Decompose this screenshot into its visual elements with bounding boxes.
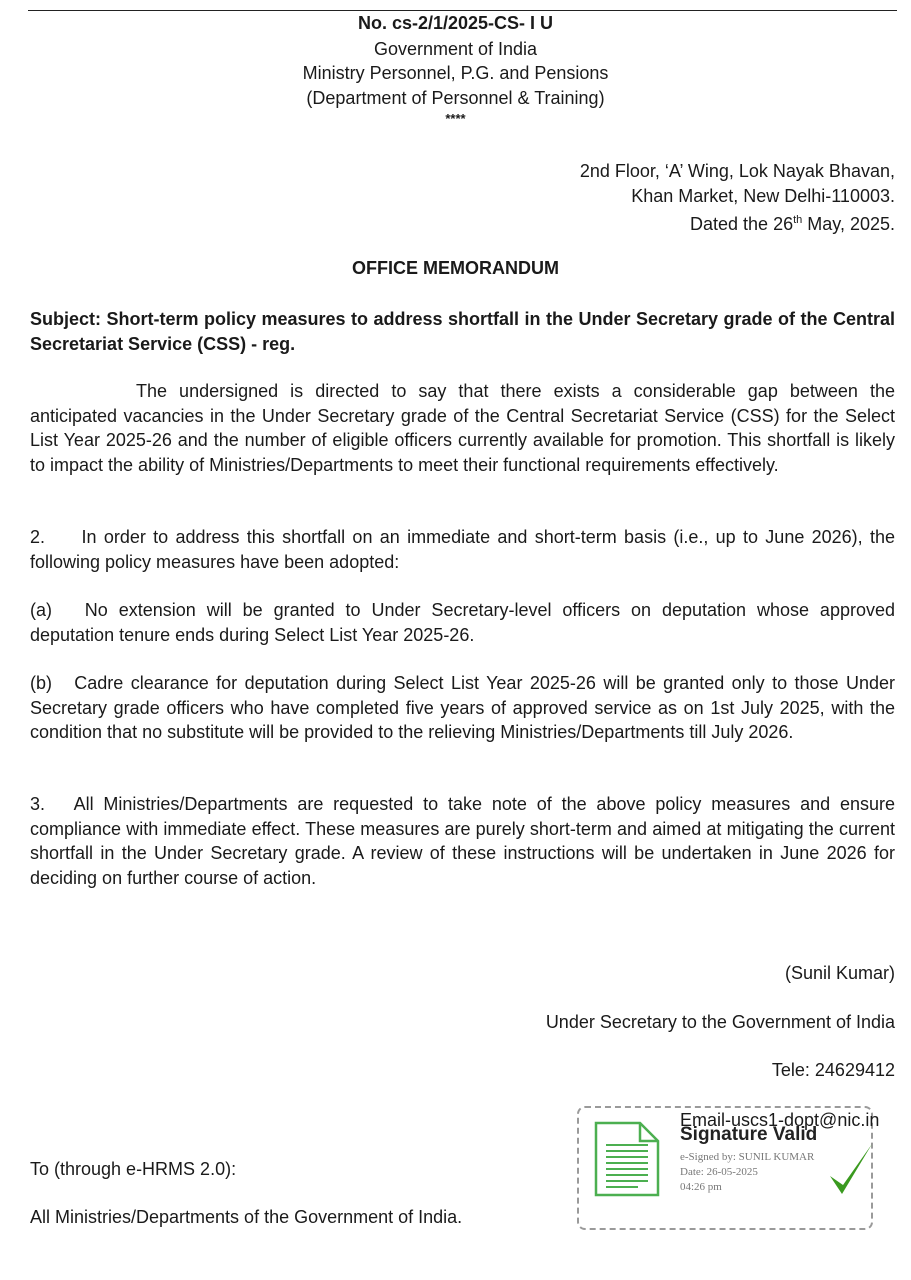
address-line-1: 2nd Floor, ‘A’ Wing, Lok Nayak Bhavan, [579,161,895,181]
document-number: No. cs-2/1/2025-CS- I U [357,13,554,33]
government-line: Government of India [373,39,538,59]
date-suffix: May, 2025. [802,214,895,234]
memo-title: OFFICE MEMORANDUM [352,258,559,278]
paragraph-a: (a) No extension will be granted to Under Secretary-level officers on deputation whose approved deputation tenure ends during Select List Year 2025-26. [30,600,895,645]
paragraph-3: 3. All Ministries/Departments are requested to take note of the above policy measures and ensure compliance with immediate effect. These measures are purely short-term and aimed at mitigating the current shortfall in the Under Secretary grade. A review of these instructions will be undertaken in June 2026 for deciding on further course of action. [30,794,895,888]
document-icon [594,1121,660,1197]
esign-date: Date: 26-05-2025 [680,1166,758,1178]
esign-details [680,1150,814,1195]
esign-signed-by: e-Signed by: SUNIL KUMAR [680,1151,815,1163]
separator-stars: **** [445,111,466,126]
ministry-line: Ministry Personnel, P.G. and Pensions [302,63,609,83]
date-prefix: Dated the 26 [690,214,794,234]
paragraph-1 [30,379,895,477]
signatory-designation: Under Secretary to the Government of India [545,1012,895,1032]
signatory-telephone: Tele: 24629412 [771,1060,895,1080]
top-rule [28,10,897,11]
signature-valid-label: Signature Valid [680,1124,818,1145]
date-superscript: th [793,214,803,226]
recipients-line: All Ministries/Departments of the Government of India. [30,1207,463,1227]
paragraph-b: (b) Cadre clearance for deputation during Select List Year 2025-26 will be granted only to those Under Secretary grade officers who have completed five years of approved service as on 1st July 2025, with the condition that no substitute will be provided to the relieving Ministries/Departments till July 2026. [30,673,895,742]
paragraph-2: 2. In order to address this shortfall on an immediate and short-term basis (i.e., up to June 2026), the following policy measures have been adopted: [30,527,895,572]
paragraph-1-text: The undersigned is directed to say that there exists a considerable gap between the anticipated vacancies in the Under Secretary grade of the Central Secretariat Service (CSS) for the Select List Year 2025-26 and the number of eligible officers currently available for promotion. This shortfall is likely to impact the ability of Ministries/Departments to meet their functional requirements effectively. [30,381,895,475]
signatory-email: Email-uscs1-dopt@nic.in [680,1110,880,1130]
department-line: (Department of Personnel & Training) [306,88,605,108]
to-line: To (through e-HRMS 2.0): [30,1159,237,1179]
address-line-2: Khan Market, New Delhi-110003. [631,186,895,206]
esign-time: 04:26 pm [680,1181,722,1193]
subject: Subject: Short-term policy measures to address shortfall in the Under Secretary grade of the Central Secretariat Service (CSS) - reg. [30,309,895,354]
check-icon [826,1140,876,1202]
dated-line [690,208,895,237]
signatory-name: (Sunil Kumar) [784,963,895,983]
